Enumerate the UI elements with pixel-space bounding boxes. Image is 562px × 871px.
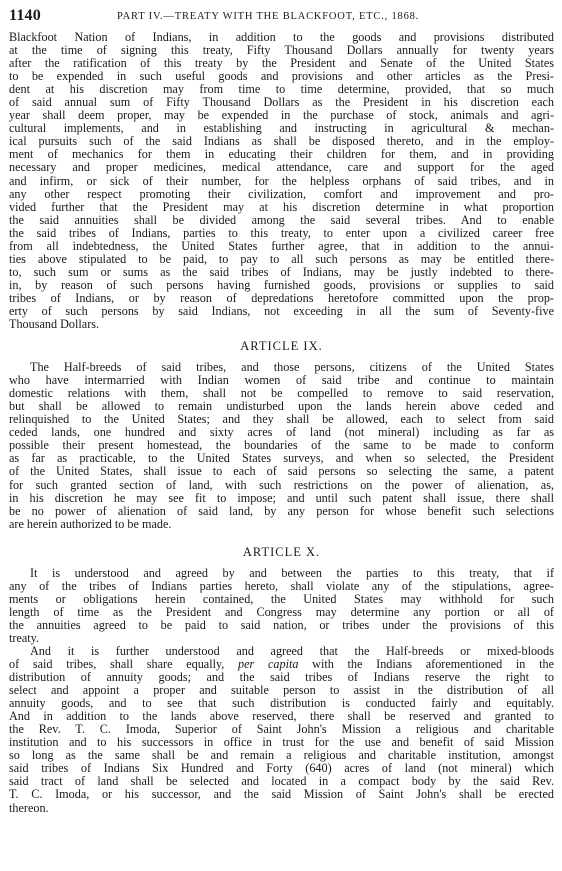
text-line: the said annuities shall be divided among the said several tribes. And to enable	[9, 213, 554, 227]
text-line: but shall be allowed to remain undisturbed upon the lands herein above ceded and	[9, 400, 554, 414]
text-line: necessary and proper medicines, medical attendance, care and support for the aged	[9, 161, 554, 175]
text-line: to be expended in such useful goods and provisions and other articles as the Presi-	[9, 70, 554, 84]
text-line: said tract of land shall be selected and located in a compact body by the said Rev.	[9, 775, 554, 789]
text-line: for such granted section of land, with such restrictions on the power of alienation, as,	[9, 478, 554, 492]
text-line: to, such sum or sums as the said tribes of Indians, may be justly indebted to there-	[9, 265, 554, 279]
text-line: annuity goods, and to see that such distribution is conducted fairly and equitably.	[9, 697, 554, 711]
text-line: It is understood and agreed by and between the parties to this treaty, that if	[30, 566, 554, 580]
page-header	[9, 7, 554, 29]
article-ix-body	[9, 361, 554, 531]
text-line: possible their present homestead, the boundaries of the same to be made to conform	[9, 439, 554, 453]
text-line: as far as practicable, to the United States surveys, and when so selected, the President	[9, 452, 554, 466]
text-line: select and appoint a proper and suitable person to assist in the distribution of all	[9, 684, 554, 698]
italic-phrase: per capita	[238, 658, 299, 672]
text-line: said tribes of Indians Six Hundred and Forty (640) acres of land (not mineral) which	[9, 762, 554, 776]
article-viii-continuation	[9, 31, 554, 331]
text-line: cultural implements, and in establishing and instructing in agricultural & mechan-	[9, 122, 554, 136]
text-line: The Half-breeds of said tribes, and those persons, citizens of the United States	[30, 361, 554, 375]
text-line: vided further that the President may at his discretion determine in what proportion	[9, 200, 554, 214]
text-line: any of the tribes of Indians parties hereto, shall violate any of the stipulations, agree-	[9, 579, 554, 593]
text-line: treaty.	[9, 631, 39, 645]
text-line: ments or obligations herein contained, the United States may withhold for such	[9, 592, 554, 606]
text-line: be no power of alienation of said land, by any person for whose benefit such selections	[9, 504, 554, 518]
article-ix-heading: ARTICLE IX.	[240, 339, 323, 354]
text-line: And in addition to the lands above reserved, there shall be reserved and granted to	[9, 710, 554, 724]
text-line: dent at his discretion may from time to time determine, provided, that so much	[9, 83, 554, 97]
body-text	[9, 31, 554, 815]
page-number: 1140	[9, 7, 41, 24]
text-line: of the United States, shall issue to each of said persons so selecting the same, a patent	[9, 465, 554, 479]
text-line: so long as the same shall be and remain a religious and charitable institution, amongst	[9, 749, 554, 763]
article-x-paragraph-2	[9, 645, 554, 815]
text-line: and infirm, or sick of their number, for the helpless orphans of said tribes, and in	[9, 174, 554, 188]
text-line: year shall deem proper, may be expended in the purchase of stock, animals and agri-	[9, 109, 554, 123]
text-line: the said tribes of Indians, parties to this treaty, to enter upon a civilized career free	[9, 226, 554, 240]
text-line: any other respect promoting their civilization, comfort and improvement and pro-	[9, 187, 554, 201]
text-line: ment of mechanics for them in educating their children for them, and in providing	[9, 148, 554, 162]
text-line: the annuities agreed to be paid to said nation, or tribes under the provisions of this	[9, 618, 554, 632]
text-line: ceded lands, one hundred and sixty acres of land (not mineral) including as far as	[9, 426, 554, 440]
text-line: of said annual sum of Fifty Thousand Dollars as the President in his discretion each	[9, 96, 554, 110]
text-line: in, by reason of such persons having furnished goods, provisions or supplies to said	[9, 278, 554, 292]
text-line: at the time of signing this treaty, Fifty Thousand Dollars annually for twenty years	[9, 44, 554, 58]
text-line: domestic relations with them, shall not be compelled to remove to said reservation,	[9, 387, 554, 401]
text-line: institution and to his successors in office in trust for the use and benefit of said Mission	[9, 736, 554, 750]
text-line: T. C. Imoda, or his successor, and the said Mission of Saint John's shall be erected	[9, 788, 554, 802]
text-line: ties above stipulated to be paid, to pay to all such persons as may be entitled there-	[9, 252, 554, 266]
text-line: the Rev. T. C. Imoda, Superior of Saint John's Mission a religious and charitable	[9, 723, 554, 737]
text-line: after the ratification of this treaty by the President and Senate of the United States	[9, 57, 554, 71]
text-line: from all indebtedness, the United States further agree, that in addition to the annui-	[9, 239, 554, 253]
text-line: relinquished to the United States; and they shall be allowed, each to select from said	[9, 413, 554, 427]
article-x-heading: ARTICLE X.	[242, 544, 321, 559]
text-line: erty of such persons by said Indians, not exceeding in all the sum of Seventy-five	[9, 304, 554, 318]
text-line: ical pursuits such of the said Indians as shall be disposed thereto, and in the employ-	[9, 135, 554, 149]
text-line: who have intermarried with Indian women of said tribe and continue to maintain	[9, 374, 554, 388]
text-line: tribes of Indians, or by reason of depredations heretofore committed upon the prop-	[9, 291, 554, 305]
text-line: And it is further understood and agreed that the Half-breeds or mixed-bloods	[30, 644, 554, 658]
text-line: distribution of annuity goods; and the said tribes of Indians reserve the right to	[9, 671, 554, 685]
article-x-paragraph-1	[9, 567, 554, 645]
text-line: Blackfoot Nation of Indians, in addition to the goods and provisions distributed	[9, 31, 554, 44]
text-line: of said tribes, shall share equally, per capita with the Indians aforementioned in the	[9, 658, 554, 672]
text-line: are herein authorized to be made.	[9, 517, 172, 531]
text-line: Thousand Dollars.	[9, 318, 100, 332]
running-head: PART IV.—TREATY WITH THE BLACKFOOT, ETC., 1868.	[117, 11, 420, 22]
text-line: length of time as the President and Congress may determine any portion or all of	[9, 605, 554, 619]
text-line: in his discretion he may see fit to impose; and until such patent shall issue, there shall	[9, 491, 554, 505]
text-line: thereon.	[9, 801, 49, 815]
